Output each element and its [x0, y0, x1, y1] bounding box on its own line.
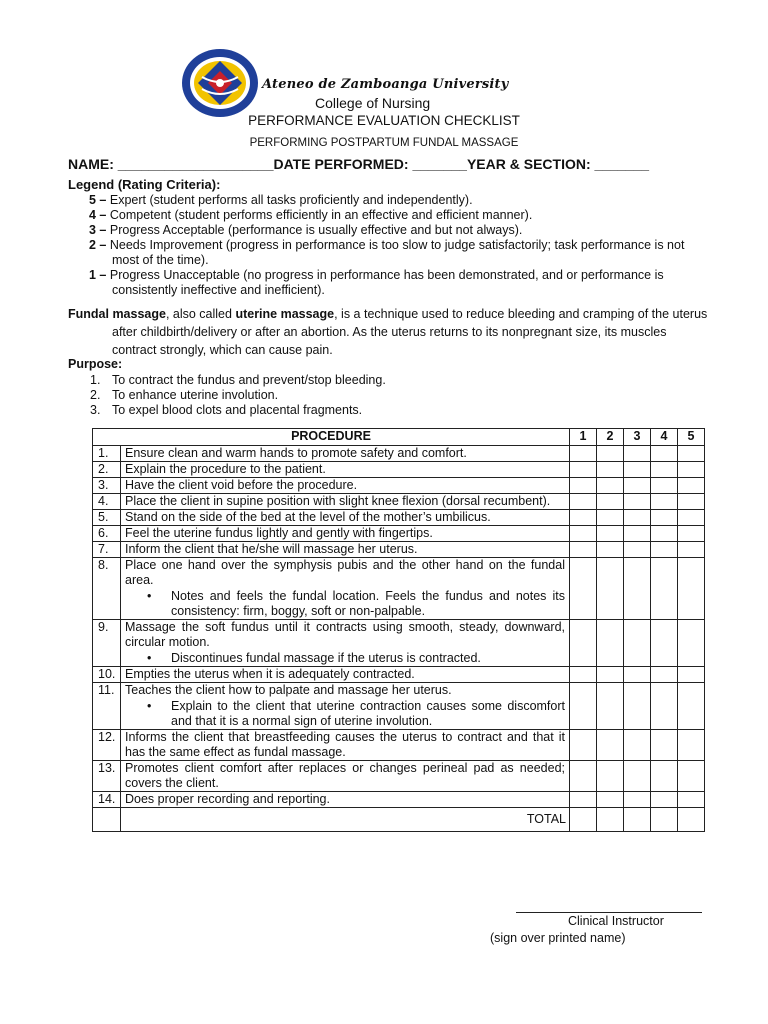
- definition-part2: , is a technique used to reduce bleeding and cramping of the uterus after childbirth/delivery or after an abortion. As the uterus returns to its nonpregnant size, its muscles contract strongly, which can cause pain.: [112, 307, 708, 357]
- legend-text: Progress Acceptable (performance is usually effective and but not always).: [106, 223, 523, 237]
- step-number: 7.: [93, 542, 121, 558]
- table-row: [93, 510, 705, 526]
- step-text: Place one hand over the symphysis pubis and the other hand on the fundal area.: [125, 558, 565, 587]
- step-description: [121, 761, 570, 792]
- step-text: Informs the client that breastfeeding causes the uterus to contract and that it has the same effect as fundal massage.: [125, 730, 565, 759]
- score-cell-3[interactable]: [624, 730, 651, 761]
- score-cell-2[interactable]: [597, 494, 624, 510]
- score-cell-3[interactable]: [624, 558, 651, 620]
- score-header-5: 5: [678, 429, 705, 446]
- table-row: [93, 558, 705, 620]
- score-cell-1[interactable]: [570, 494, 597, 510]
- score-cell-1[interactable]: [570, 542, 597, 558]
- step-subpoint: [147, 589, 565, 619]
- checklist-title: PERFORMANCE EVALUATION CHECKLIST: [248, 113, 520, 128]
- step-number: 4.: [93, 494, 121, 510]
- step-text: Promotes client comfort after replaces or changes perineal pad as needed; covers the client.: [125, 761, 565, 790]
- total-cell-3[interactable]: [624, 808, 651, 832]
- score-cell-4[interactable]: [651, 558, 678, 620]
- legend-score: 2 –: [89, 238, 107, 252]
- step-number: 5.: [93, 510, 121, 526]
- step-description: [121, 620, 570, 667]
- score-cell-1[interactable]: [570, 462, 597, 478]
- score-cell-2[interactable]: [597, 526, 624, 542]
- purpose-number: 3.: [90, 403, 101, 417]
- score-cell-3[interactable]: [624, 446, 651, 462]
- score-cell-1[interactable]: [570, 730, 597, 761]
- university-seal-icon: [180, 47, 260, 119]
- step-number: 3.: [93, 478, 121, 494]
- score-cell-5[interactable]: [678, 558, 705, 620]
- score-cell-4[interactable]: [651, 526, 678, 542]
- score-cell-3[interactable]: [624, 542, 651, 558]
- score-cell-4[interactable]: [651, 494, 678, 510]
- score-cell-3[interactable]: [624, 792, 651, 808]
- subpoint-text: Discontinues fundal massage if the uterus is contracted.: [171, 651, 481, 665]
- score-cell-2[interactable]: [597, 446, 624, 462]
- total-cell-1[interactable]: [570, 808, 597, 832]
- score-cell-5[interactable]: [678, 730, 705, 761]
- score-cell-4[interactable]: [651, 792, 678, 808]
- score-cell-4[interactable]: [651, 730, 678, 761]
- score-cell-4[interactable]: [651, 478, 678, 494]
- step-description: [121, 542, 570, 558]
- step-description: [121, 526, 570, 542]
- score-cell-1[interactable]: [570, 620, 597, 667]
- score-cell-5[interactable]: [678, 667, 705, 683]
- score-cell-1[interactable]: [570, 558, 597, 620]
- definition-part1: , also called: [165, 307, 236, 321]
- step-number: 10.: [93, 667, 121, 683]
- table-row: [93, 462, 705, 478]
- score-cell-1[interactable]: [570, 446, 597, 462]
- step-number: 9.: [93, 620, 121, 667]
- procedure-header: PROCEDURE: [93, 429, 570, 446]
- score-cell-3[interactable]: [624, 510, 651, 526]
- step-text: Inform the client that he/she will massage her uterus.: [125, 542, 418, 556]
- subpoint-text: Explain to the client that uterine contraction causes some discomfort and that it is a normal sign of uterine involution.: [171, 699, 565, 728]
- step-description: [121, 683, 570, 730]
- legend-item: [68, 193, 708, 208]
- score-cell-3[interactable]: [624, 667, 651, 683]
- legend-score: 4 –: [89, 208, 107, 222]
- score-cell-2[interactable]: [597, 542, 624, 558]
- table-row: [93, 620, 705, 667]
- step-text: Empties the uterus when it is adequately contracted.: [125, 667, 415, 681]
- step-text: Does proper recording and reporting.: [125, 792, 330, 806]
- legend-item: [68, 238, 708, 268]
- score-cell-2[interactable]: [597, 462, 624, 478]
- purpose-list: [90, 373, 386, 418]
- score-cell-1[interactable]: [570, 478, 597, 494]
- signature-label: Clinical Instructor: [568, 914, 664, 928]
- step-subpoint: [147, 651, 565, 666]
- score-cell-5[interactable]: [678, 761, 705, 792]
- purpose-text: To enhance uterine involution.: [112, 388, 279, 402]
- table-row: [93, 494, 705, 510]
- table-row: [93, 667, 705, 683]
- score-cell-2[interactable]: [597, 558, 624, 620]
- bullet-icon: •: [147, 651, 152, 665]
- purpose-number: 2.: [90, 388, 101, 402]
- score-cell-2[interactable]: [597, 792, 624, 808]
- score-cell-1[interactable]: [570, 761, 597, 792]
- purpose-item: [90, 373, 386, 388]
- score-cell-5[interactable]: [678, 542, 705, 558]
- step-number: 13.: [93, 761, 121, 792]
- step-number: 1.: [93, 446, 121, 462]
- table-row: [93, 683, 705, 730]
- step-number: 2.: [93, 462, 121, 478]
- score-cell-3[interactable]: [624, 620, 651, 667]
- table-row: [93, 478, 705, 494]
- score-cell-2[interactable]: [597, 620, 624, 667]
- score-cell-3[interactable]: [624, 683, 651, 730]
- score-header-3: 3: [624, 429, 651, 446]
- definition-term: Fundal massage: [68, 307, 166, 321]
- table-row: [93, 761, 705, 792]
- total-cell-2[interactable]: [597, 808, 624, 832]
- university-name: Ateneo de Zamboanga University: [262, 77, 509, 92]
- table-row: [93, 526, 705, 542]
- step-description: [121, 494, 570, 510]
- score-cell-1[interactable]: [570, 683, 597, 730]
- score-cell-4[interactable]: [651, 683, 678, 730]
- total-row: [93, 808, 705, 832]
- checklist-subtitle: PERFORMING POSTPARTUM FUNDAL MASSAGE: [249, 137, 519, 149]
- purpose-item: [90, 388, 386, 403]
- legend-text: Expert (student performs all tasks proficiently and independently).: [106, 193, 473, 207]
- score-cell-5[interactable]: [678, 683, 705, 730]
- score-cell-1[interactable]: [570, 526, 597, 542]
- legend-text: Competent (student performs efficiently in an effective and efficient manner).: [106, 208, 533, 222]
- purpose-text: To contract the fundus and prevent/stop bleeding.: [112, 373, 386, 387]
- score-cell-1[interactable]: [570, 667, 597, 683]
- table-row: [93, 792, 705, 808]
- score-cell-1[interactable]: [570, 510, 597, 526]
- step-number: 12.: [93, 730, 121, 761]
- step-number: 14.: [93, 792, 121, 808]
- step-number: 6.: [93, 526, 121, 542]
- total-cell-4[interactable]: [651, 808, 678, 832]
- table-row: [93, 730, 705, 761]
- college-name: College of Nursing: [315, 95, 431, 111]
- signature-line[interactable]: [516, 912, 702, 913]
- legend-text: Needs Improvement (progress in performance is too slow to judge satisfactorily; task performance is not most of the time).: [106, 238, 685, 267]
- legend-item: [68, 268, 708, 298]
- step-text: Explain the procedure to the patient.: [125, 462, 326, 476]
- step-number: 8.: [93, 558, 121, 620]
- step-number: 11.: [93, 683, 121, 730]
- table-header-row: [93, 429, 705, 446]
- total-cell-5[interactable]: [678, 808, 705, 832]
- score-cell-4[interactable]: [651, 510, 678, 526]
- signature-note: (sign over printed name): [490, 931, 626, 945]
- score-cell-4[interactable]: [651, 620, 678, 667]
- score-cell-3[interactable]: [624, 761, 651, 792]
- score-cell-3[interactable]: [624, 478, 651, 494]
- table-row: [93, 542, 705, 558]
- purpose-number: 1.: [90, 373, 101, 387]
- step-description: [121, 478, 570, 494]
- step-description: [121, 792, 570, 808]
- score-header-1: 1: [570, 429, 597, 446]
- step-text: Stand on the side of the bed at the level of the mother’s umbilicus.: [125, 510, 491, 524]
- score-cell-5[interactable]: [678, 620, 705, 667]
- step-subpoint: [147, 699, 565, 729]
- score-cell-4[interactable]: [651, 667, 678, 683]
- score-cell-5[interactable]: [678, 510, 705, 526]
- step-description: [121, 730, 570, 761]
- purpose-text: To expel blood clots and placental fragments.: [112, 403, 363, 417]
- procedure-table: [92, 428, 705, 832]
- score-header-2: 2: [597, 429, 624, 446]
- legend-score: 5 –: [89, 193, 107, 207]
- score-cell-5[interactable]: [678, 526, 705, 542]
- total-blank-cell: [93, 808, 121, 832]
- score-cell-4[interactable]: [651, 761, 678, 792]
- score-cell-4[interactable]: [651, 446, 678, 462]
- purpose-title: Purpose:: [68, 357, 123, 371]
- step-description: [121, 667, 570, 683]
- legend-text: Progress Unacceptable (no progress in performance has been demonstrated, and or performance is consistently ineffective and inefficient).: [106, 268, 664, 297]
- legend-item: [68, 223, 708, 238]
- score-cell-1[interactable]: [570, 792, 597, 808]
- step-text: Have the client void before the procedure.: [125, 478, 358, 492]
- student-info-line[interactable]: NAME: ____________________DATE PERFORMED: _______YEAR & SECTION: _______: [68, 156, 650, 172]
- score-header-4: 4: [651, 429, 678, 446]
- definition-term2: uterine massage: [235, 307, 335, 321]
- score-cell-2[interactable]: [597, 730, 624, 761]
- step-text: Teaches the client how to palpate and massage her uterus.: [125, 683, 452, 697]
- score-cell-2[interactable]: [597, 761, 624, 792]
- table-row: [93, 446, 705, 462]
- step-text: Feel the uterine fundus lightly and gently with fingertips.: [125, 526, 433, 540]
- legend-list: [68, 193, 708, 298]
- legend-score: 1 –: [89, 268, 107, 282]
- score-cell-5[interactable]: [678, 792, 705, 808]
- score-cell-2[interactable]: [597, 683, 624, 730]
- score-cell-5[interactable]: [678, 478, 705, 494]
- score-cell-2[interactable]: [597, 510, 624, 526]
- score-cell-3[interactable]: [624, 462, 651, 478]
- score-cell-5[interactable]: [678, 494, 705, 510]
- bullet-icon: •: [147, 589, 152, 603]
- step-description: [121, 510, 570, 526]
- score-cell-3[interactable]: [624, 526, 651, 542]
- step-description: [121, 558, 570, 620]
- score-cell-5[interactable]: [678, 446, 705, 462]
- step-description: [121, 446, 570, 462]
- step-description: [121, 462, 570, 478]
- bullet-icon: •: [147, 699, 152, 713]
- step-text: Place the client in supine position with slight knee flexion (dorsal recumbent).: [125, 494, 551, 508]
- score-cell-3[interactable]: [624, 494, 651, 510]
- purpose-item: [90, 403, 386, 418]
- step-text: Massage the soft fundus until it contracts using smooth, steady, downward, circular motion.: [125, 620, 565, 649]
- score-cell-4[interactable]: [651, 542, 678, 558]
- legend-title: Legend (Rating Criteria):: [68, 177, 221, 192]
- legend-score: 3 –: [89, 223, 107, 237]
- total-label: TOTAL: [121, 808, 570, 832]
- score-cell-2[interactable]: [597, 478, 624, 494]
- score-cell-5[interactable]: [678, 462, 705, 478]
- subpoint-text: Notes and feels the fundal location. Feels the fundus and notes its consistency: firm, boggy, soft or non-palpable.: [171, 589, 565, 618]
- score-cell-2[interactable]: [597, 667, 624, 683]
- score-cell-4[interactable]: [651, 462, 678, 478]
- legend-item: [68, 208, 708, 223]
- fundal-massage-definition: [68, 305, 708, 359]
- step-text: Ensure clean and warm hands to promote safety and comfort.: [125, 446, 467, 460]
